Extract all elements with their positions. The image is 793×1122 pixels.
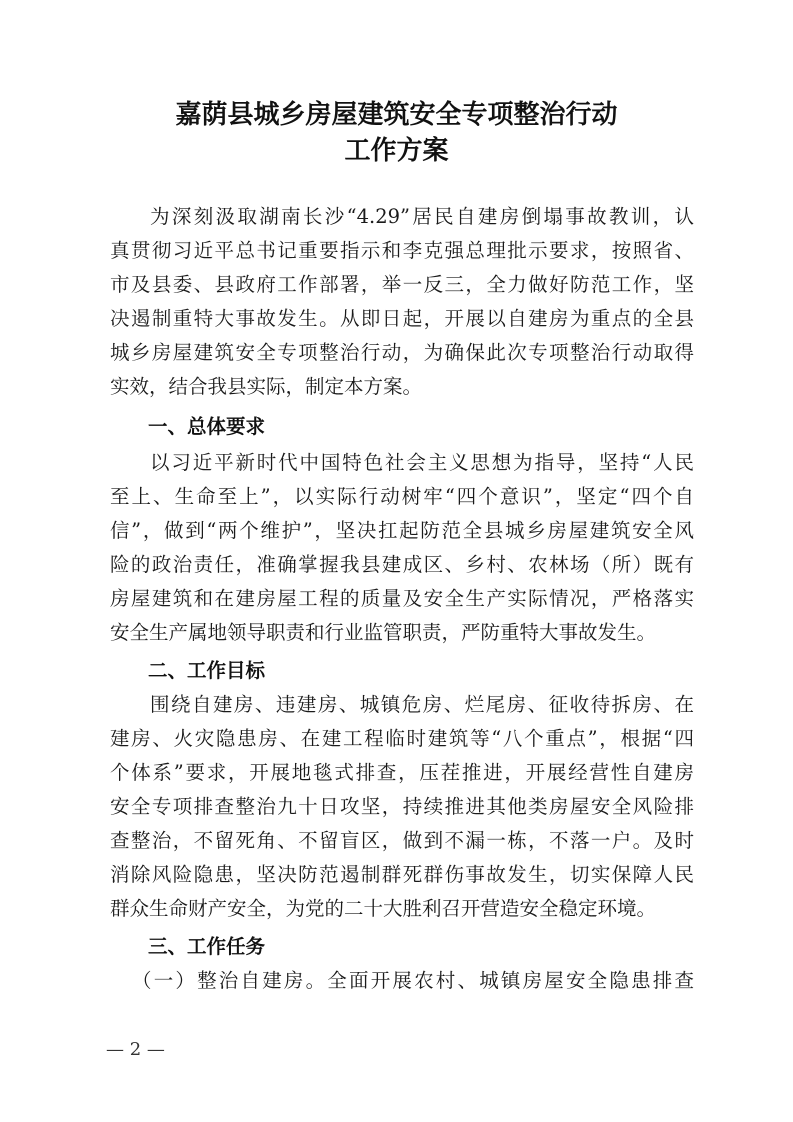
intro-line: 实效，结合我县实际，制定本方案。	[110, 375, 423, 398]
intro-line: 真贯彻习近平总书记重要指示和李克强总理批示要求，按照省、	[110, 239, 694, 262]
section2-line: 群众生命财产安全，为党的二十大胜利召开营造安全稳定环境。	[110, 897, 657, 920]
section2-line: 个体系”要求，开展地毯式排查，压茬推进，开展经营性自建房	[110, 761, 694, 784]
page-number: — 2 —	[106, 1039, 165, 1060]
document-title-line-1: 嘉荫县城乡房屋建筑安全专项整治行动	[175, 100, 618, 130]
section1-line: 安全生产属地领导职责和行业监管职责，严防重特大事故发生。	[110, 621, 657, 644]
section-heading: 二、工作目标	[148, 659, 266, 682]
intro-line: 为深刻汲取湖南长沙“4.29”居民自建房倒塌事故教训，认	[150, 205, 694, 228]
section3-line: （一）整治自建房。全面开展农村、城镇房屋安全隐患排查	[132, 969, 694, 992]
section2-line: 消除风险隐患，坚决防范遏制群死群伤事故发生，切实保障人民	[110, 863, 694, 886]
section1-line: 险的政治责任，准确掌握我县建成区、乡村、农林场（所）既有	[110, 553, 694, 576]
section1-line: 以习近平新时代中国特色社会主义思想为指导，坚持“人民	[150, 451, 694, 474]
section1-line: 房屋建筑和在建房屋工程的质量及安全生产实际情况，严格落实	[110, 587, 694, 610]
section1-line: 信”，做到“两个维护”，坚决扛起防范全县城乡房屋建筑安全风	[110, 519, 694, 542]
section2-line: 安全专项排查整治九十日攻坚，持续推进其他类房屋安全风险排	[110, 795, 694, 818]
intro-line: 市及县委、县政府工作部署，举一反三，全力做好防范工作，坚	[110, 273, 694, 296]
document-title-line-2: 工作方案	[344, 136, 449, 166]
section2-line: 围绕自建房、违建房、城镇危房、烂尾房、征收待拆房、在	[150, 693, 694, 716]
section2-line: 建房、火灾隐患房、在建工程临时建筑等“八个重点”，根据“四	[110, 727, 694, 750]
intro-line: 决遏制重特大事故发生。从即日起，开展以自建房为重点的全县	[110, 307, 694, 330]
section1-line: 至上、生命至上”，以实际行动树牢“四个意识”，坚定“四个自	[110, 485, 694, 508]
section-heading: 一、总体要求	[148, 415, 266, 438]
intro-line: 城乡房屋建筑安全专项整治行动，为确保此次专项整治行动取得	[110, 341, 694, 364]
section-heading: 三、工作任务	[148, 935, 266, 958]
section2-line: 查整治，不留死角、不留盲区，做到不漏一栋，不落一户。及时	[110, 829, 694, 852]
